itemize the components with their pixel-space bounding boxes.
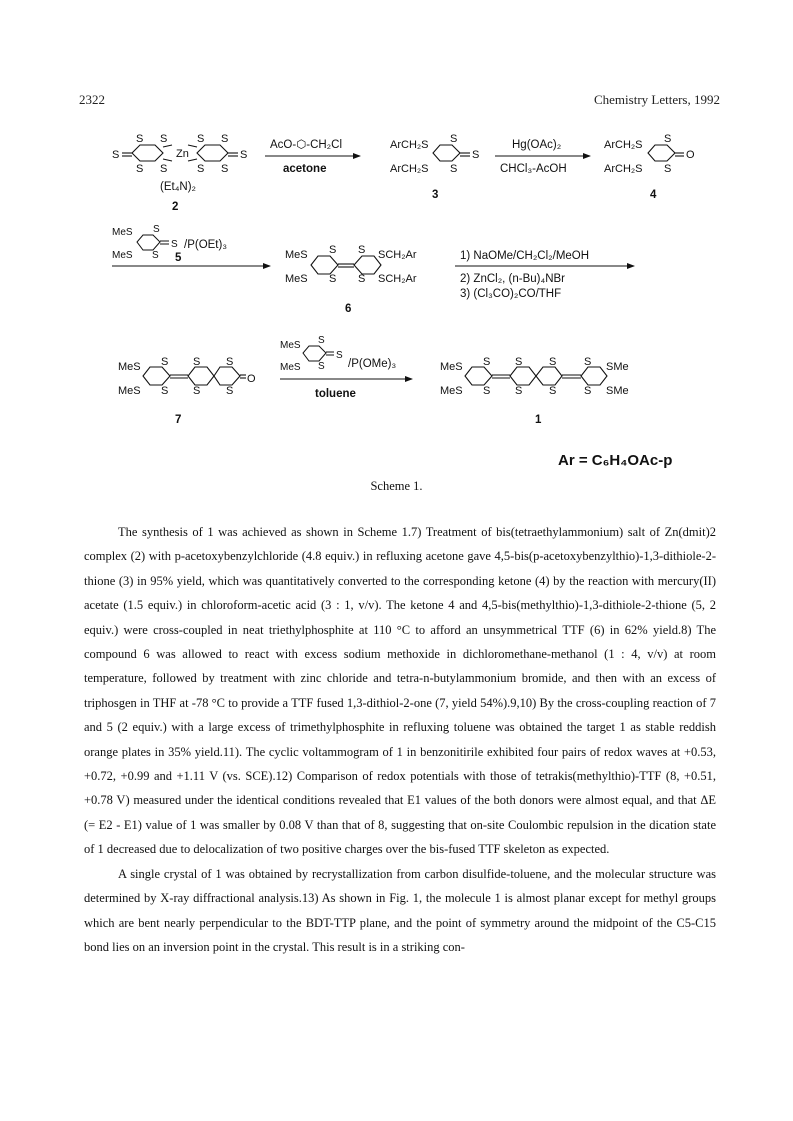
svg-text:S: S <box>136 163 144 175</box>
label-5: 5 <box>175 252 182 264</box>
condition-1: 1) NaOMe/CH₂Cl₂/MeOH <box>460 250 590 262</box>
svg-text:S: S <box>450 163 458 175</box>
svg-text:MeS: MeS <box>440 361 463 373</box>
svg-text:S: S <box>318 361 325 372</box>
svg-text:S: S <box>221 163 229 175</box>
arrow2-reagent: Hg(OAc)₂ <box>512 139 562 151</box>
svg-text:S: S <box>136 133 144 145</box>
compound-1-atoms <box>440 356 629 397</box>
row3-reagent-suffix: /P(OMe)₃ <box>348 358 397 370</box>
label-7: 7 <box>175 414 182 426</box>
svg-text:S: S <box>549 385 557 397</box>
svg-text:S: S <box>515 356 523 368</box>
svg-text:S: S <box>161 356 169 368</box>
compound-5b-atoms <box>280 335 343 373</box>
row3-solvent: toluene <box>315 388 356 400</box>
svg-text:S: S <box>221 133 229 145</box>
label-3: 3 <box>432 189 439 201</box>
compound-7-structure <box>143 367 246 385</box>
svg-text:S: S <box>153 224 160 235</box>
svg-text:S: S <box>450 133 458 145</box>
svg-text:S: S <box>318 335 325 346</box>
svg-text:S: S <box>193 385 201 397</box>
svg-text:ArCH₂S: ArCH₂S <box>390 139 429 151</box>
compound-2-counterion: (Et₄N)₂ <box>160 181 196 193</box>
svg-text:S: S <box>584 385 592 397</box>
paragraph-1: The synthesis of 1 was achieved as shown in Scheme 1.7) Treatment of bis(tetraethylammonium) salt of Zn(dmit)2 complex (2) with p-acetoxybenzylchloride (4.8 equiv.) in refluxing acetone gave 4,5-bis(p-acetoxybenzylthio)-1,3-dithiole-2-thione (3) in 95% yield, which was quantitatively converted to the corresponding ketone (4) by the reaction with mercury(II) acetate (1.5 equiv.) in chloroform-acetic acid (3 : 1, v/v). The ketone 4 and 4,5-bis(methylthio)-1,3-dithiole-2-thione (5, 2 equiv.) were cross-coupled in neat triethylphosphite at 110 °C to afford an unsymmetrical TTF (6) in 62% yield.8) The compound 6 was allowed to react with excess sodium methoxide in dichloromethane-methanol (1 : 4, v/v) at room temperature, followed by treatment with zinc chloride and tetra-n-butylammonium bromide, and then with an excess of triphosgen in THF at -78 °C to provide a TTF fused 1,3-dithiol-2-one (7, yield 54%).9,10) By the cross-coupling reaction of 7 and 5 (2 equiv.) with a large excess of trimethylphosphite in refluxing toluene was obtained the target 1 as stable reddish orange plates in 35% yield.11). The cyclic voltammogram of 1 in benzonitirile exhibited four pairs of redox waves at +0.53, +0.72, +0.99 and +1.11 V (vs. SCE).12) Comparison of redox potentials with those of tetrakis(methylthio)-TTF (8, +0.51, +0.78 V) measured under the identical conditions revealed that E1 values of the both donors were almost equal, and that ΔE (= E2 - E1) value of 1 was smaller by 0.08 V than that of 8, suggesting that on-site Coulombic repulsion in the dication state of 1 decreased due to delocalization of two positive charges over the bis-fused TTF skeleton as expected. <box>84 525 716 857</box>
svg-text:MeS: MeS <box>280 340 301 351</box>
svg-text:MeS: MeS <box>112 250 133 261</box>
arrow1-solvent: acetone <box>283 163 327 175</box>
compound-5-atoms <box>112 224 178 261</box>
compound-5b-structure <box>303 346 334 361</box>
compound-3-atoms <box>390 133 479 175</box>
svg-text:S: S <box>171 239 178 250</box>
svg-text:S: S <box>240 149 248 161</box>
svg-text:SMe: SMe <box>606 385 629 397</box>
svg-text:S: S <box>193 356 201 368</box>
compound-1-structure <box>465 367 607 385</box>
svg-text:SCH₂Ar: SCH₂Ar <box>378 249 417 261</box>
svg-text:S: S <box>515 385 523 397</box>
svg-text:Zn: Zn <box>176 148 189 160</box>
journal-running-head: Chemistry Letters, 1992 <box>593 92 720 107</box>
condition-3: 3) (Cl₃CO)₂CO/THF <box>460 288 562 300</box>
svg-text:S: S <box>152 250 159 261</box>
svg-text:O: O <box>247 373 256 385</box>
svg-text:MeS: MeS <box>118 361 141 373</box>
arrow2-solvent: CHCl₃-AcOH <box>500 163 567 175</box>
svg-text:S: S <box>664 133 672 145</box>
svg-text:S: S <box>472 149 480 161</box>
svg-text:S: S <box>197 133 205 145</box>
arrow1-reagent: AcO-⬡-CH₂Cl <box>270 139 342 151</box>
svg-text:S: S <box>112 149 120 161</box>
label-4: 4 <box>650 189 657 201</box>
compound-4-structure <box>648 145 684 161</box>
compound-6-structure <box>311 256 381 274</box>
svg-text:S: S <box>584 356 592 368</box>
svg-text:MeS: MeS <box>440 385 463 397</box>
compound-5-structure <box>137 235 169 250</box>
svg-text:ArCH₂S: ArCH₂S <box>604 163 643 175</box>
reaction-scheme <box>0 0 793 480</box>
svg-text:SCH₂Ar: SCH₂Ar <box>378 273 417 285</box>
svg-text:S: S <box>160 163 168 175</box>
svg-text:SMe: SMe <box>606 361 629 373</box>
svg-text:MeS: MeS <box>112 227 133 238</box>
svg-text:MeS: MeS <box>285 273 308 285</box>
svg-text:S: S <box>336 350 343 361</box>
svg-text:MeS: MeS <box>280 362 301 373</box>
svg-text:S: S <box>226 385 234 397</box>
body-text <box>84 520 716 959</box>
label-2: 2 <box>172 201 179 213</box>
svg-text:MeS: MeS <box>118 385 141 397</box>
page-number: 2322 <box>79 92 105 107</box>
svg-text:S: S <box>358 273 366 285</box>
compound-3-structure <box>433 145 470 161</box>
svg-text:ArCH₂S: ArCH₂S <box>604 139 643 151</box>
paragraph-2: A single crystal of 1 was obtained by recrystallization from carbon disulfide-toluene, and the molecular structure was determined by X-ray diffractional analysis.13) As shown in Fig. 1, the molecule 1 is almost planar except for methyl groups which are bent nearly perpendicular to the BDT-TTP plane, and the point of symmetry around the midpoint of the C5-C15 bond lies on an inversion point in the crystal. This result is in a striking con- <box>84 866 716 954</box>
condition-2: 2) ZnCl₂, (n-Bu)₄NBr <box>460 273 566 285</box>
row2-reagent-suffix: /P(OEt)₃ <box>184 239 228 251</box>
svg-text:S: S <box>160 133 168 145</box>
svg-text:S: S <box>358 244 366 256</box>
svg-text:S: S <box>483 356 491 368</box>
svg-text:S: S <box>329 273 337 285</box>
svg-text:S: S <box>329 244 337 256</box>
svg-text:S: S <box>483 385 491 397</box>
svg-text:S: S <box>664 163 672 175</box>
scheme-caption: Scheme 1. <box>370 479 423 493</box>
compound-7-atoms <box>118 356 256 397</box>
label-1: 1 <box>535 414 542 426</box>
svg-text:S: S <box>549 356 557 368</box>
svg-text:MeS: MeS <box>285 249 308 261</box>
svg-text:ArCH₂S: ArCH₂S <box>390 163 429 175</box>
ar-definition: Ar = C₆H₄OAc-p <box>558 452 673 469</box>
svg-text:O: O <box>686 149 695 161</box>
svg-text:S: S <box>226 356 234 368</box>
svg-text:S: S <box>161 385 169 397</box>
label-6: 6 <box>345 303 352 315</box>
svg-text:S: S <box>197 163 205 175</box>
